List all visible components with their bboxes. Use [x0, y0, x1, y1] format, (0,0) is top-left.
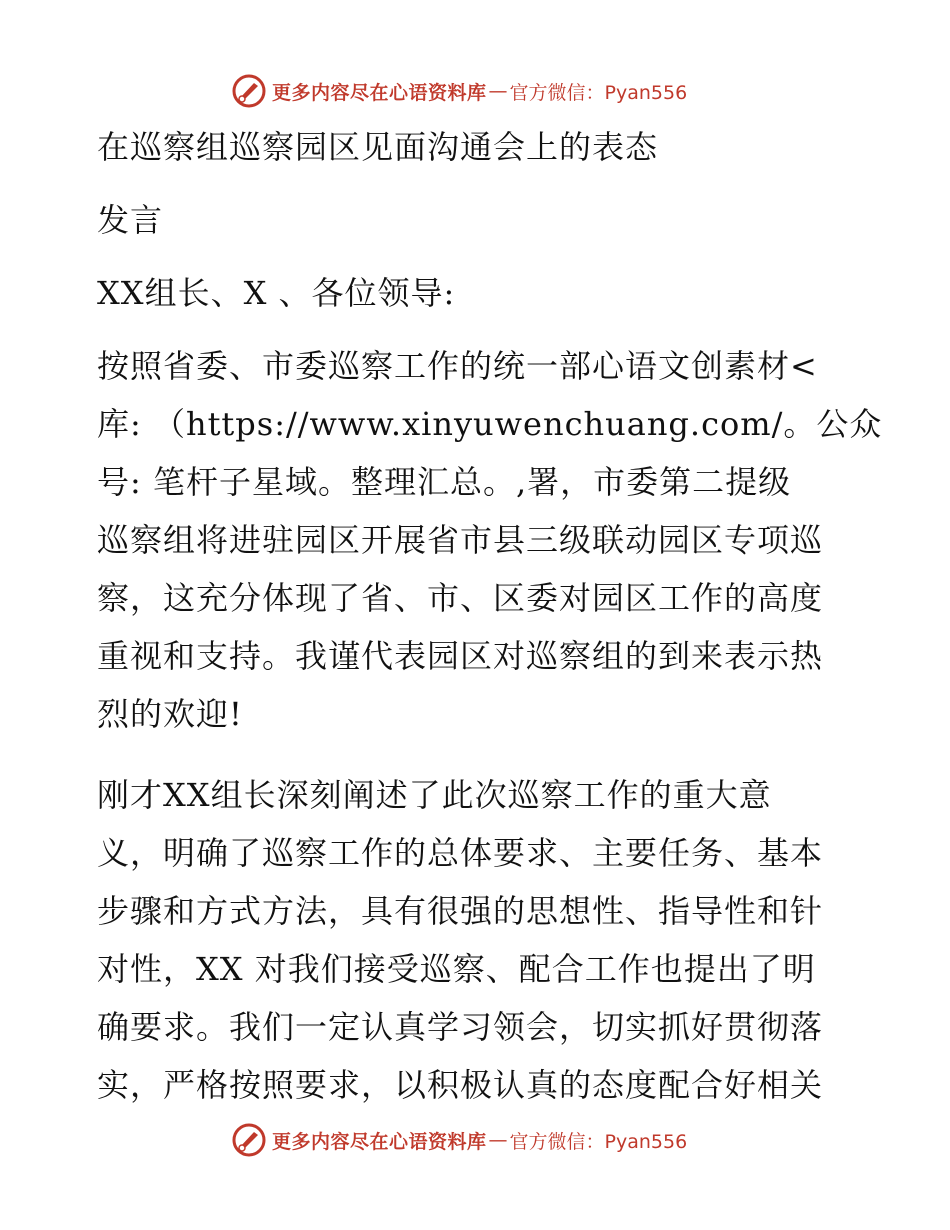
header-banner-dash: —: [488, 80, 508, 102]
footer-wechat-text: 官方微信：Pyan556: [509, 1130, 688, 1153]
paragraph-line: 确要求。我们一定认真学习领会，切实抓好贯彻落: [97, 1008, 824, 1046]
footer-banner: [232, 1121, 687, 1159]
document-title-line-1: 在巡察组巡察园区见面沟通会上的表态: [97, 128, 659, 166]
paragraph-line: 重视和支持。我谨代表园区对巡察组的到来表示热: [97, 637, 824, 675]
header-banner: [232, 72, 687, 110]
paragraph-line: 实，严格按照要求，以积极认真的态度配合好相关: [97, 1066, 824, 1104]
paragraph-line: 义，明确了巡察工作的总体要求、主要任务、基本: [97, 834, 824, 872]
paragraph-line: 巡察组将进驻园区开展省市县三级联动园区专项巡: [97, 521, 824, 559]
paragraph-line: 对性，XX 对我们接受巡察、配合工作也提出了明: [97, 950, 816, 988]
brush-logo-icon: [232, 1123, 266, 1157]
header-banner-text: 更多内容尽在心语资料库: [272, 81, 487, 104]
paragraph-line: 库: （https://www.xinyuwenchuang.com/。公众: [97, 405, 883, 443]
paragraph-line: 烈的欢迎!: [97, 695, 243, 733]
paragraph-line: 察，这充分体现了省、市、区委对园区工作的高度: [97, 579, 824, 617]
salutation-line: XX组长、X 、各位领导:: [97, 274, 456, 312]
paragraph-line: 步骤和方式方法，具有很强的思想性、指导性和针: [97, 892, 824, 930]
paragraph-line: 刚才XX组长深刻阐述了此次巡察工作的重大意: [97, 776, 772, 814]
brush-logo-icon: [232, 74, 266, 108]
document-title-line-2: 发言: [97, 201, 164, 239]
footer-banner-dash: —: [488, 1129, 508, 1151]
paragraph-line: 号: 笔杆子星域。整理汇总。,署，市委第二提级: [97, 463, 792, 501]
footer-banner-text: 更多内容尽在心语资料库: [272, 1130, 487, 1153]
header-wechat-text: 官方微信：Pyan556: [509, 81, 688, 104]
paragraph-line: 按照省委、市委巡察工作的统一部心语文创素材<: [97, 347, 818, 385]
